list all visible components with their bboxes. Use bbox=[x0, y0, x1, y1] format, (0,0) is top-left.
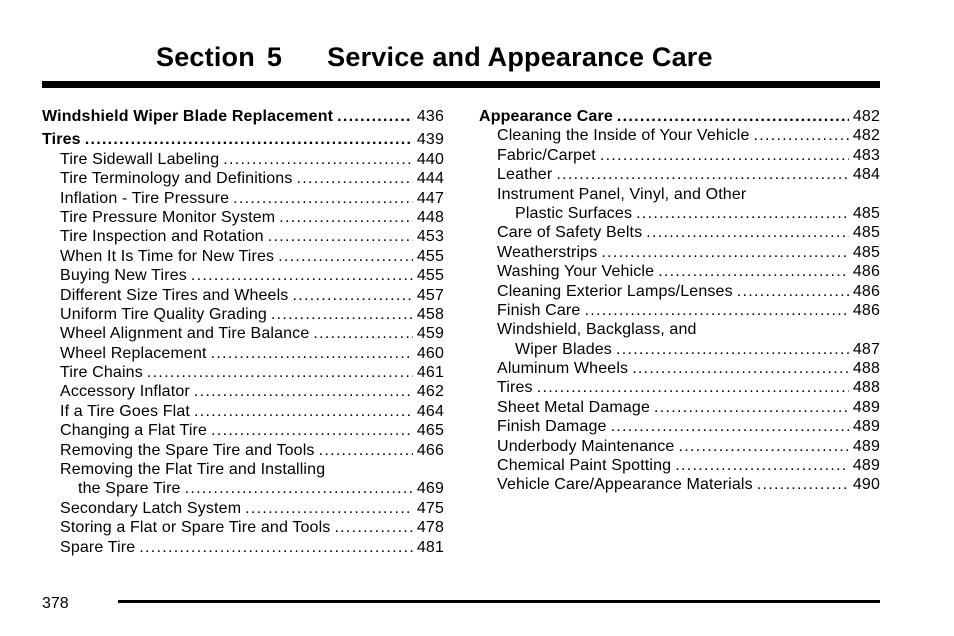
toc-entry-label: Tire Inspection and Rotation bbox=[60, 228, 264, 246]
dot-leader bbox=[278, 247, 413, 266]
toc-entry-label: Inflation - Tire Pressure bbox=[60, 189, 230, 207]
bottom-rule bbox=[118, 600, 880, 603]
toc-entry-label: Care of Safety Belts bbox=[497, 224, 643, 242]
dot-leader bbox=[292, 286, 412, 305]
dot-leader bbox=[537, 378, 849, 397]
dot-leader bbox=[754, 126, 849, 145]
dot-leader bbox=[679, 437, 849, 456]
toc-entry[interactable] bbox=[479, 320, 880, 339]
toc-entry[interactable] bbox=[42, 382, 444, 401]
toc-entry-page: 444 bbox=[416, 170, 444, 188]
dot-leader bbox=[185, 479, 413, 498]
toc-entry-page: 455 bbox=[416, 267, 444, 285]
toc-entry[interactable] bbox=[42, 169, 444, 188]
toc-entry-page: 458 bbox=[416, 305, 444, 323]
toc-entry-page: 436 bbox=[416, 108, 444, 125]
toc-entry-label: Removing the Spare Tire and Tools bbox=[60, 441, 315, 459]
toc-entry-page: 447 bbox=[416, 189, 444, 207]
toc-entry-page: 482 bbox=[852, 108, 880, 125]
section-title bbox=[156, 42, 713, 73]
section-word: Section bbox=[156, 42, 255, 72]
toc-entry[interactable] bbox=[479, 456, 880, 475]
dot-leader bbox=[675, 456, 849, 475]
toc-entry[interactable] bbox=[479, 165, 880, 184]
toc-entry[interactable] bbox=[479, 340, 880, 359]
toc-entry-page: 489 bbox=[852, 398, 880, 416]
dot-leader bbox=[147, 363, 413, 382]
toc-entry-page: 469 bbox=[416, 480, 444, 498]
dot-leader bbox=[611, 417, 849, 436]
toc-entry-page: 459 bbox=[416, 325, 444, 343]
toc-entry-page: 488 bbox=[852, 379, 880, 397]
toc-entry[interactable] bbox=[479, 301, 880, 320]
toc-entry-label: Storing a Flat or Spare Tire and Tools bbox=[60, 519, 331, 537]
page-number: 378 bbox=[42, 595, 69, 612]
toc-entry[interactable] bbox=[42, 266, 444, 285]
toc-entry[interactable] bbox=[42, 189, 444, 208]
dot-leader bbox=[654, 398, 849, 417]
toc-entry-label: Cleaning Exterior Lamps/Lenses bbox=[497, 282, 733, 300]
toc-entry-label: Accessory Inflator bbox=[60, 383, 190, 401]
toc-entry-label: Appearance Care bbox=[479, 108, 613, 125]
toc-entry-label: Fabric/Carpet bbox=[497, 146, 596, 164]
toc-entry-page: 489 bbox=[852, 418, 880, 436]
toc-entry[interactable] bbox=[42, 150, 444, 169]
dot-leader bbox=[268, 227, 413, 246]
toc-entry[interactable] bbox=[42, 460, 444, 479]
toc-entry-page: 439 bbox=[416, 131, 444, 149]
dot-leader bbox=[233, 189, 413, 208]
dot-leader bbox=[601, 243, 848, 262]
toc-entry-label: Windshield Wiper Blade Replacement bbox=[42, 108, 334, 125]
toc-entry-label: Plastic Surfaces bbox=[515, 204, 633, 222]
dot-leader bbox=[584, 301, 848, 320]
toc-entry-page: 457 bbox=[416, 286, 444, 304]
toc-entry-page: 455 bbox=[416, 247, 444, 265]
dot-leader bbox=[616, 340, 849, 359]
toc-entry[interactable] bbox=[42, 208, 444, 227]
toc-entry[interactable] bbox=[479, 185, 880, 204]
toc-entry-page: 489 bbox=[852, 437, 880, 455]
dot-leader bbox=[600, 146, 849, 165]
toc-entry-page: 485 bbox=[852, 243, 880, 261]
toc-entry-page: 453 bbox=[416, 228, 444, 246]
toc-entry-label: Wheel Alignment and Tire Balance bbox=[60, 325, 310, 343]
toc-entry[interactable] bbox=[42, 518, 444, 537]
toc-entry[interactable] bbox=[42, 479, 444, 498]
dot-leader bbox=[646, 223, 849, 242]
toc-entry[interactable] bbox=[479, 243, 880, 262]
toc-entry-label: Tire Terminology and Definitions bbox=[60, 170, 293, 188]
toc-entry-label: Vehicle Care/Appearance Materials bbox=[497, 476, 753, 494]
toc-entry-page: 483 bbox=[852, 146, 880, 164]
toc-entry[interactable] bbox=[479, 107, 880, 126]
dot-leader bbox=[334, 518, 412, 537]
section-number: 5 bbox=[266, 42, 283, 72]
toc-entry[interactable] bbox=[42, 344, 444, 363]
toc-entry[interactable] bbox=[42, 247, 444, 266]
dot-leader bbox=[279, 208, 413, 227]
toc-entry-label: Cleaning the Inside of Your Vehicle bbox=[497, 127, 750, 145]
dot-leader bbox=[617, 107, 849, 126]
toc-entry-page: 487 bbox=[852, 340, 880, 358]
toc-entry-page: 488 bbox=[852, 360, 880, 378]
toc-entry-label: the Spare Tire bbox=[78, 480, 181, 498]
toc-entry-page: 466 bbox=[416, 441, 444, 459]
dot-leader bbox=[757, 475, 849, 494]
dot-leader bbox=[337, 107, 413, 126]
dot-leader bbox=[191, 266, 413, 285]
toc-entry-label: Finish Damage bbox=[497, 418, 607, 436]
toc-entry-label: Instrument Panel, Vinyl, and Other bbox=[497, 185, 747, 203]
dot-leader bbox=[139, 538, 413, 557]
dot-leader bbox=[319, 441, 413, 460]
dot-leader bbox=[636, 204, 849, 223]
toc-entry[interactable] bbox=[479, 437, 880, 456]
toc-left-column bbox=[42, 107, 444, 557]
toc-entry-label: When It Is Time for New Tires bbox=[60, 247, 275, 265]
dot-leader bbox=[223, 150, 413, 169]
toc-entry[interactable] bbox=[42, 227, 444, 246]
toc-entry-label: Tire Pressure Monitor System bbox=[60, 208, 276, 226]
toc-entry-page: 486 bbox=[852, 301, 880, 319]
toc-entry[interactable] bbox=[42, 441, 444, 460]
dot-leader bbox=[632, 359, 849, 378]
toc-entry[interactable] bbox=[42, 286, 444, 305]
toc-entry-page: 490 bbox=[852, 476, 880, 494]
toc-entry[interactable] bbox=[42, 363, 444, 382]
dot-leader bbox=[211, 344, 413, 363]
toc-entry-label: Underbody Maintenance bbox=[497, 437, 675, 455]
toc-entry[interactable] bbox=[479, 223, 880, 242]
toc-entry[interactable] bbox=[42, 421, 444, 440]
toc-entry-label: Changing a Flat Tire bbox=[60, 422, 208, 440]
toc-entry[interactable] bbox=[479, 398, 880, 417]
toc-entry-label: Buying New Tires bbox=[60, 267, 187, 285]
toc-entry[interactable] bbox=[479, 475, 880, 494]
toc-entry[interactable] bbox=[42, 499, 444, 518]
toc-entry[interactable] bbox=[42, 402, 444, 421]
toc-entry-page: 460 bbox=[416, 344, 444, 362]
dot-leader bbox=[194, 402, 413, 421]
toc-entry-label: Windshield, Backglass, and bbox=[497, 321, 697, 339]
toc-entry[interactable] bbox=[479, 126, 880, 145]
toc-entry-page: 475 bbox=[416, 499, 444, 517]
toc-entry-page: 448 bbox=[416, 208, 444, 226]
toc-entry-label: Removing the Flat Tire and Installing bbox=[60, 461, 326, 479]
toc-entry[interactable] bbox=[479, 417, 880, 436]
toc-entry[interactable] bbox=[42, 538, 444, 557]
toc-entry[interactable] bbox=[42, 107, 444, 126]
toc-entry-label: Secondary Latch System bbox=[60, 499, 242, 517]
toc-entry-label: Uniform Tire Quality Grading bbox=[60, 305, 267, 323]
toc-entry-label: Tires bbox=[42, 131, 81, 149]
section-name: Service and Appearance Care bbox=[327, 42, 713, 72]
toc-entry-label: Spare Tire bbox=[60, 538, 136, 556]
dot-leader bbox=[737, 282, 849, 301]
toc-entry-page: 464 bbox=[416, 402, 444, 420]
toc-entry-label: If a Tire Goes Flat bbox=[60, 402, 191, 420]
toc-entry[interactable] bbox=[479, 359, 880, 378]
dot-leader bbox=[271, 305, 413, 324]
toc-entry-page: 485 bbox=[852, 204, 880, 222]
toc-entry-label: Finish Care bbox=[497, 301, 581, 319]
toc-entry-label: Wiper Blades bbox=[515, 340, 612, 358]
dot-leader bbox=[296, 169, 412, 188]
toc-entry[interactable] bbox=[479, 262, 880, 281]
toc-entry-page: 478 bbox=[416, 519, 444, 537]
toc-entry-label: Washing Your Vehicle bbox=[497, 263, 655, 281]
toc-entry[interactable] bbox=[479, 204, 880, 223]
toc-entry[interactable] bbox=[42, 305, 444, 324]
toc-entry-page: 482 bbox=[852, 127, 880, 145]
dot-leader bbox=[556, 165, 849, 184]
toc-entry[interactable] bbox=[479, 378, 880, 397]
toc-entry-page: 481 bbox=[416, 538, 444, 556]
toc-entry-label: Leather bbox=[497, 166, 553, 184]
dot-leader bbox=[211, 421, 413, 440]
toc-entry-page: 486 bbox=[852, 263, 880, 281]
toc-entry-page: 489 bbox=[852, 457, 880, 475]
top-rule bbox=[42, 81, 880, 88]
dot-leader bbox=[245, 499, 413, 518]
toc-entry-label: Wheel Replacement bbox=[60, 344, 207, 362]
dot-leader bbox=[85, 130, 413, 149]
toc-entry-label: Weatherstrips bbox=[497, 243, 598, 261]
toc-entry-label: Tire Sidewall Labeling bbox=[60, 150, 220, 168]
toc-entry-page: 484 bbox=[852, 166, 880, 184]
toc-right-column bbox=[479, 107, 880, 495]
toc-entry-page: 485 bbox=[852, 224, 880, 242]
toc-entry-label: Chemical Paint Spotting bbox=[497, 457, 672, 475]
toc-entry-label: Different Size Tires and Wheels bbox=[60, 286, 289, 304]
toc-entry-page: 462 bbox=[416, 383, 444, 401]
toc-entry[interactable] bbox=[479, 282, 880, 301]
dot-leader bbox=[658, 262, 849, 281]
toc-entry[interactable] bbox=[479, 146, 880, 165]
dot-leader bbox=[313, 324, 412, 343]
toc-entry-page: 461 bbox=[416, 364, 444, 382]
toc-entry-label: Tire Chains bbox=[60, 364, 143, 382]
toc-entry-page: 465 bbox=[416, 422, 444, 440]
toc-entry[interactable] bbox=[42, 324, 444, 343]
toc-entry-label: Aluminum Wheels bbox=[497, 360, 629, 378]
toc-entry-label: Sheet Metal Damage bbox=[497, 398, 651, 416]
toc-entry-page: 486 bbox=[852, 282, 880, 300]
dot-leader bbox=[194, 382, 413, 401]
toc-entry-page: 440 bbox=[416, 150, 444, 168]
toc-entry-label: Tires bbox=[497, 379, 533, 397]
toc-entry[interactable] bbox=[42, 130, 444, 149]
